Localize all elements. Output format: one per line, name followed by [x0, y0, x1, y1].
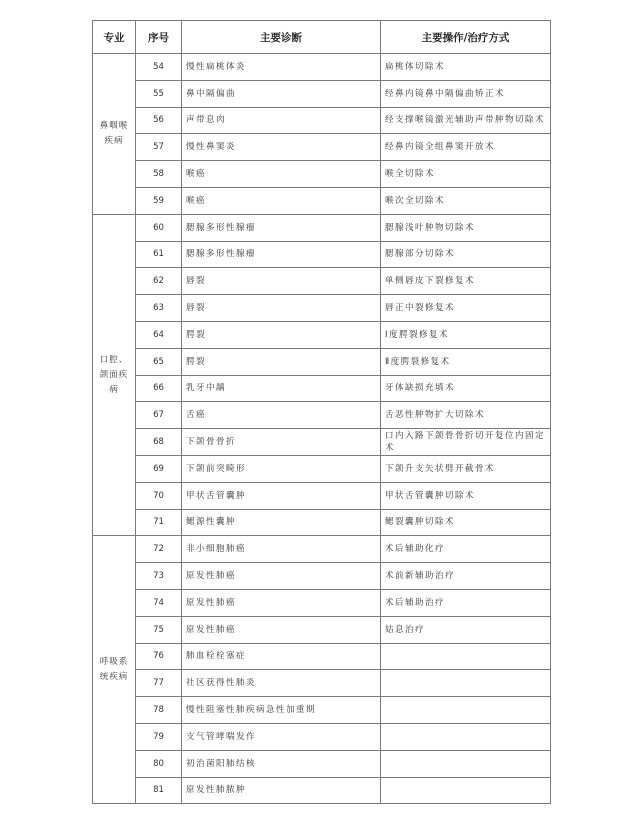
- diagnosis-cell: 腭裂: [182, 348, 381, 375]
- seq-cell: 73: [136, 563, 182, 590]
- table-row: [93, 107, 551, 134]
- treatment-cell: [381, 723, 551, 750]
- seq-cell: 67: [136, 402, 182, 429]
- seq-cell: 63: [136, 295, 182, 322]
- seq-cell: 72: [136, 536, 182, 563]
- table-row: [93, 509, 551, 536]
- treatment-cell: 术后辅助化疗: [381, 536, 551, 563]
- table-row: [93, 214, 551, 241]
- table-row: [93, 429, 551, 456]
- header-diagnosis: 主要诊断: [182, 21, 381, 54]
- table-row: [93, 161, 551, 188]
- seq-cell: 58: [136, 161, 182, 188]
- seq-cell: 66: [136, 375, 182, 402]
- treatment-cell: 经鼻内镜全组鼻窦开放术: [381, 134, 551, 161]
- treatment-cell: [381, 643, 551, 670]
- seq-cell: 68: [136, 429, 182, 456]
- header-row: [93, 21, 551, 54]
- specialty-cell: 鼻咽喉疾病: [93, 54, 136, 215]
- treatment-cell: [381, 670, 551, 697]
- treatment-cell: Ⅰ度腭裂修复术: [381, 321, 551, 348]
- diagnosis-cell: 鳃源性囊肿: [182, 509, 381, 536]
- diagnosis-cell: 声带息肉: [182, 107, 381, 134]
- diagnosis-cell: 肺血栓栓塞症: [182, 643, 381, 670]
- diagnosis-cell: 慢性鼻窦炎: [182, 134, 381, 161]
- diagnosis-cell: 慢性阻塞性肺疾病急性加重期: [182, 697, 381, 724]
- seq-cell: 74: [136, 589, 182, 616]
- seq-cell: 57: [136, 134, 182, 161]
- treatment-cell: 经鼻内镜鼻中隔偏曲矫正术: [381, 80, 551, 107]
- table-row: [93, 134, 551, 161]
- table-row: [93, 616, 551, 643]
- header-specialty: 专业: [93, 21, 136, 54]
- diagnosis-cell: 非小细胞肺癌: [182, 536, 381, 563]
- table-row: [93, 643, 551, 670]
- seq-cell: 81: [136, 777, 182, 804]
- table-row: [93, 375, 551, 402]
- table-row: [93, 750, 551, 777]
- seq-cell: 60: [136, 214, 182, 241]
- seq-cell: 64: [136, 321, 182, 348]
- treatment-cell: 喉全切除术: [381, 161, 551, 188]
- seq-cell: 54: [136, 54, 182, 81]
- treatment-cell: 甲状舌管囊肿切除术: [381, 482, 551, 509]
- table-body: [93, 54, 551, 804]
- diagnosis-cell: 下颌前突畸形: [182, 455, 381, 482]
- diagnosis-cell: 甲状舌管囊肿: [182, 482, 381, 509]
- header-seq: 序号: [136, 21, 182, 54]
- diagnosis-cell: 原发性肺癌: [182, 616, 381, 643]
- table-row: [93, 777, 551, 804]
- table-row: [93, 670, 551, 697]
- treatment-cell: 腮腺部分切除术: [381, 241, 551, 268]
- treatment-cell: 下颌升支矢状劈开截骨术: [381, 455, 551, 482]
- treatment-cell: 术前新辅助治疗: [381, 563, 551, 590]
- seq-cell: 59: [136, 187, 182, 214]
- specialty-cell: 口腔、颌面疾病: [93, 214, 136, 536]
- table-row: [93, 723, 551, 750]
- treatment-cell: 喉次全切除术: [381, 187, 551, 214]
- seq-cell: 61: [136, 241, 182, 268]
- table-row: [93, 80, 551, 107]
- seq-cell: 80: [136, 750, 182, 777]
- diagnosis-cell: 社区获得性肺炎: [182, 670, 381, 697]
- diagnosis-cell: 下颌骨骨折: [182, 429, 381, 456]
- table-row: [93, 589, 551, 616]
- diagnosis-cell: 舌癌: [182, 402, 381, 429]
- seq-cell: 62: [136, 268, 182, 295]
- diagnosis-cell: 腮腺多形性腺瘤: [182, 214, 381, 241]
- treatment-cell: 舌恶性肿物扩大切除术: [381, 402, 551, 429]
- diagnosis-cell: 原发性肺脓肿: [182, 777, 381, 804]
- header-treatment: 主要操作/治疗方式: [381, 21, 551, 54]
- seq-cell: 79: [136, 723, 182, 750]
- treatment-cell: [381, 777, 551, 804]
- diagnosis-table: [92, 20, 551, 804]
- table-row: [93, 241, 551, 268]
- seq-cell: 78: [136, 697, 182, 724]
- seq-cell: 71: [136, 509, 182, 536]
- diagnosis-cell: 乳牙中龋: [182, 375, 381, 402]
- table-row: [93, 536, 551, 563]
- table-row: [93, 348, 551, 375]
- table-row: [93, 402, 551, 429]
- treatment-cell: 牙体缺损充填术: [381, 375, 551, 402]
- table-row: [93, 54, 551, 81]
- treatment-cell: 经支撑喉镜激光辅助声带肿物切除术: [381, 107, 551, 134]
- seq-cell: 75: [136, 616, 182, 643]
- diagnosis-cell: 唇裂: [182, 268, 381, 295]
- treatment-cell: [381, 697, 551, 724]
- seq-cell: 56: [136, 107, 182, 134]
- treatment-cell: [381, 750, 551, 777]
- seq-cell: 76: [136, 643, 182, 670]
- diagnosis-cell: 支气管哮喘发作: [182, 723, 381, 750]
- diagnosis-cell: 原发性肺癌: [182, 589, 381, 616]
- table-row: [93, 697, 551, 724]
- treatment-cell: 扁桃体切除术: [381, 54, 551, 81]
- diagnosis-cell: 腭裂: [182, 321, 381, 348]
- table-row: [93, 563, 551, 590]
- seq-cell: 70: [136, 482, 182, 509]
- treatment-cell: 唇正中裂修复术: [381, 295, 551, 322]
- table-row: [93, 482, 551, 509]
- treatment-cell: 术后辅助治疗: [381, 589, 551, 616]
- seq-cell: 77: [136, 670, 182, 697]
- table-row: [93, 321, 551, 348]
- diagnosis-cell: 腮腺多形性腺瘤: [182, 241, 381, 268]
- treatment-cell: Ⅱ度腭裂修复术: [381, 348, 551, 375]
- treatment-cell: 鳃裂囊肿切除术: [381, 509, 551, 536]
- diagnosis-cell: 喉癌: [182, 187, 381, 214]
- diagnosis-cell: 鼻中隔偏曲: [182, 80, 381, 107]
- treatment-cell: 腮腺浅叶肿物切除术: [381, 214, 551, 241]
- diagnosis-cell: 唇裂: [182, 295, 381, 322]
- treatment-cell: 单侧唇皮下裂修复术: [381, 268, 551, 295]
- diagnosis-cell: 原发性肺癌: [182, 563, 381, 590]
- diagnosis-cell: 初治菌阳肺结核: [182, 750, 381, 777]
- diagnosis-cell: 喉癌: [182, 161, 381, 188]
- table-row: [93, 295, 551, 322]
- diagnosis-cell: 慢性扁桃体炎: [182, 54, 381, 81]
- seq-cell: 55: [136, 80, 182, 107]
- treatment-cell: 姑息治疗: [381, 616, 551, 643]
- seq-cell: 65: [136, 348, 182, 375]
- table-row: [93, 187, 551, 214]
- table-row: [93, 268, 551, 295]
- table-row: [93, 455, 551, 482]
- specialty-cell: 呼吸系统疾病: [93, 536, 136, 804]
- treatment-cell: 口内入路下颌骨骨折切开复位内固定术: [381, 429, 551, 456]
- seq-cell: 69: [136, 455, 182, 482]
